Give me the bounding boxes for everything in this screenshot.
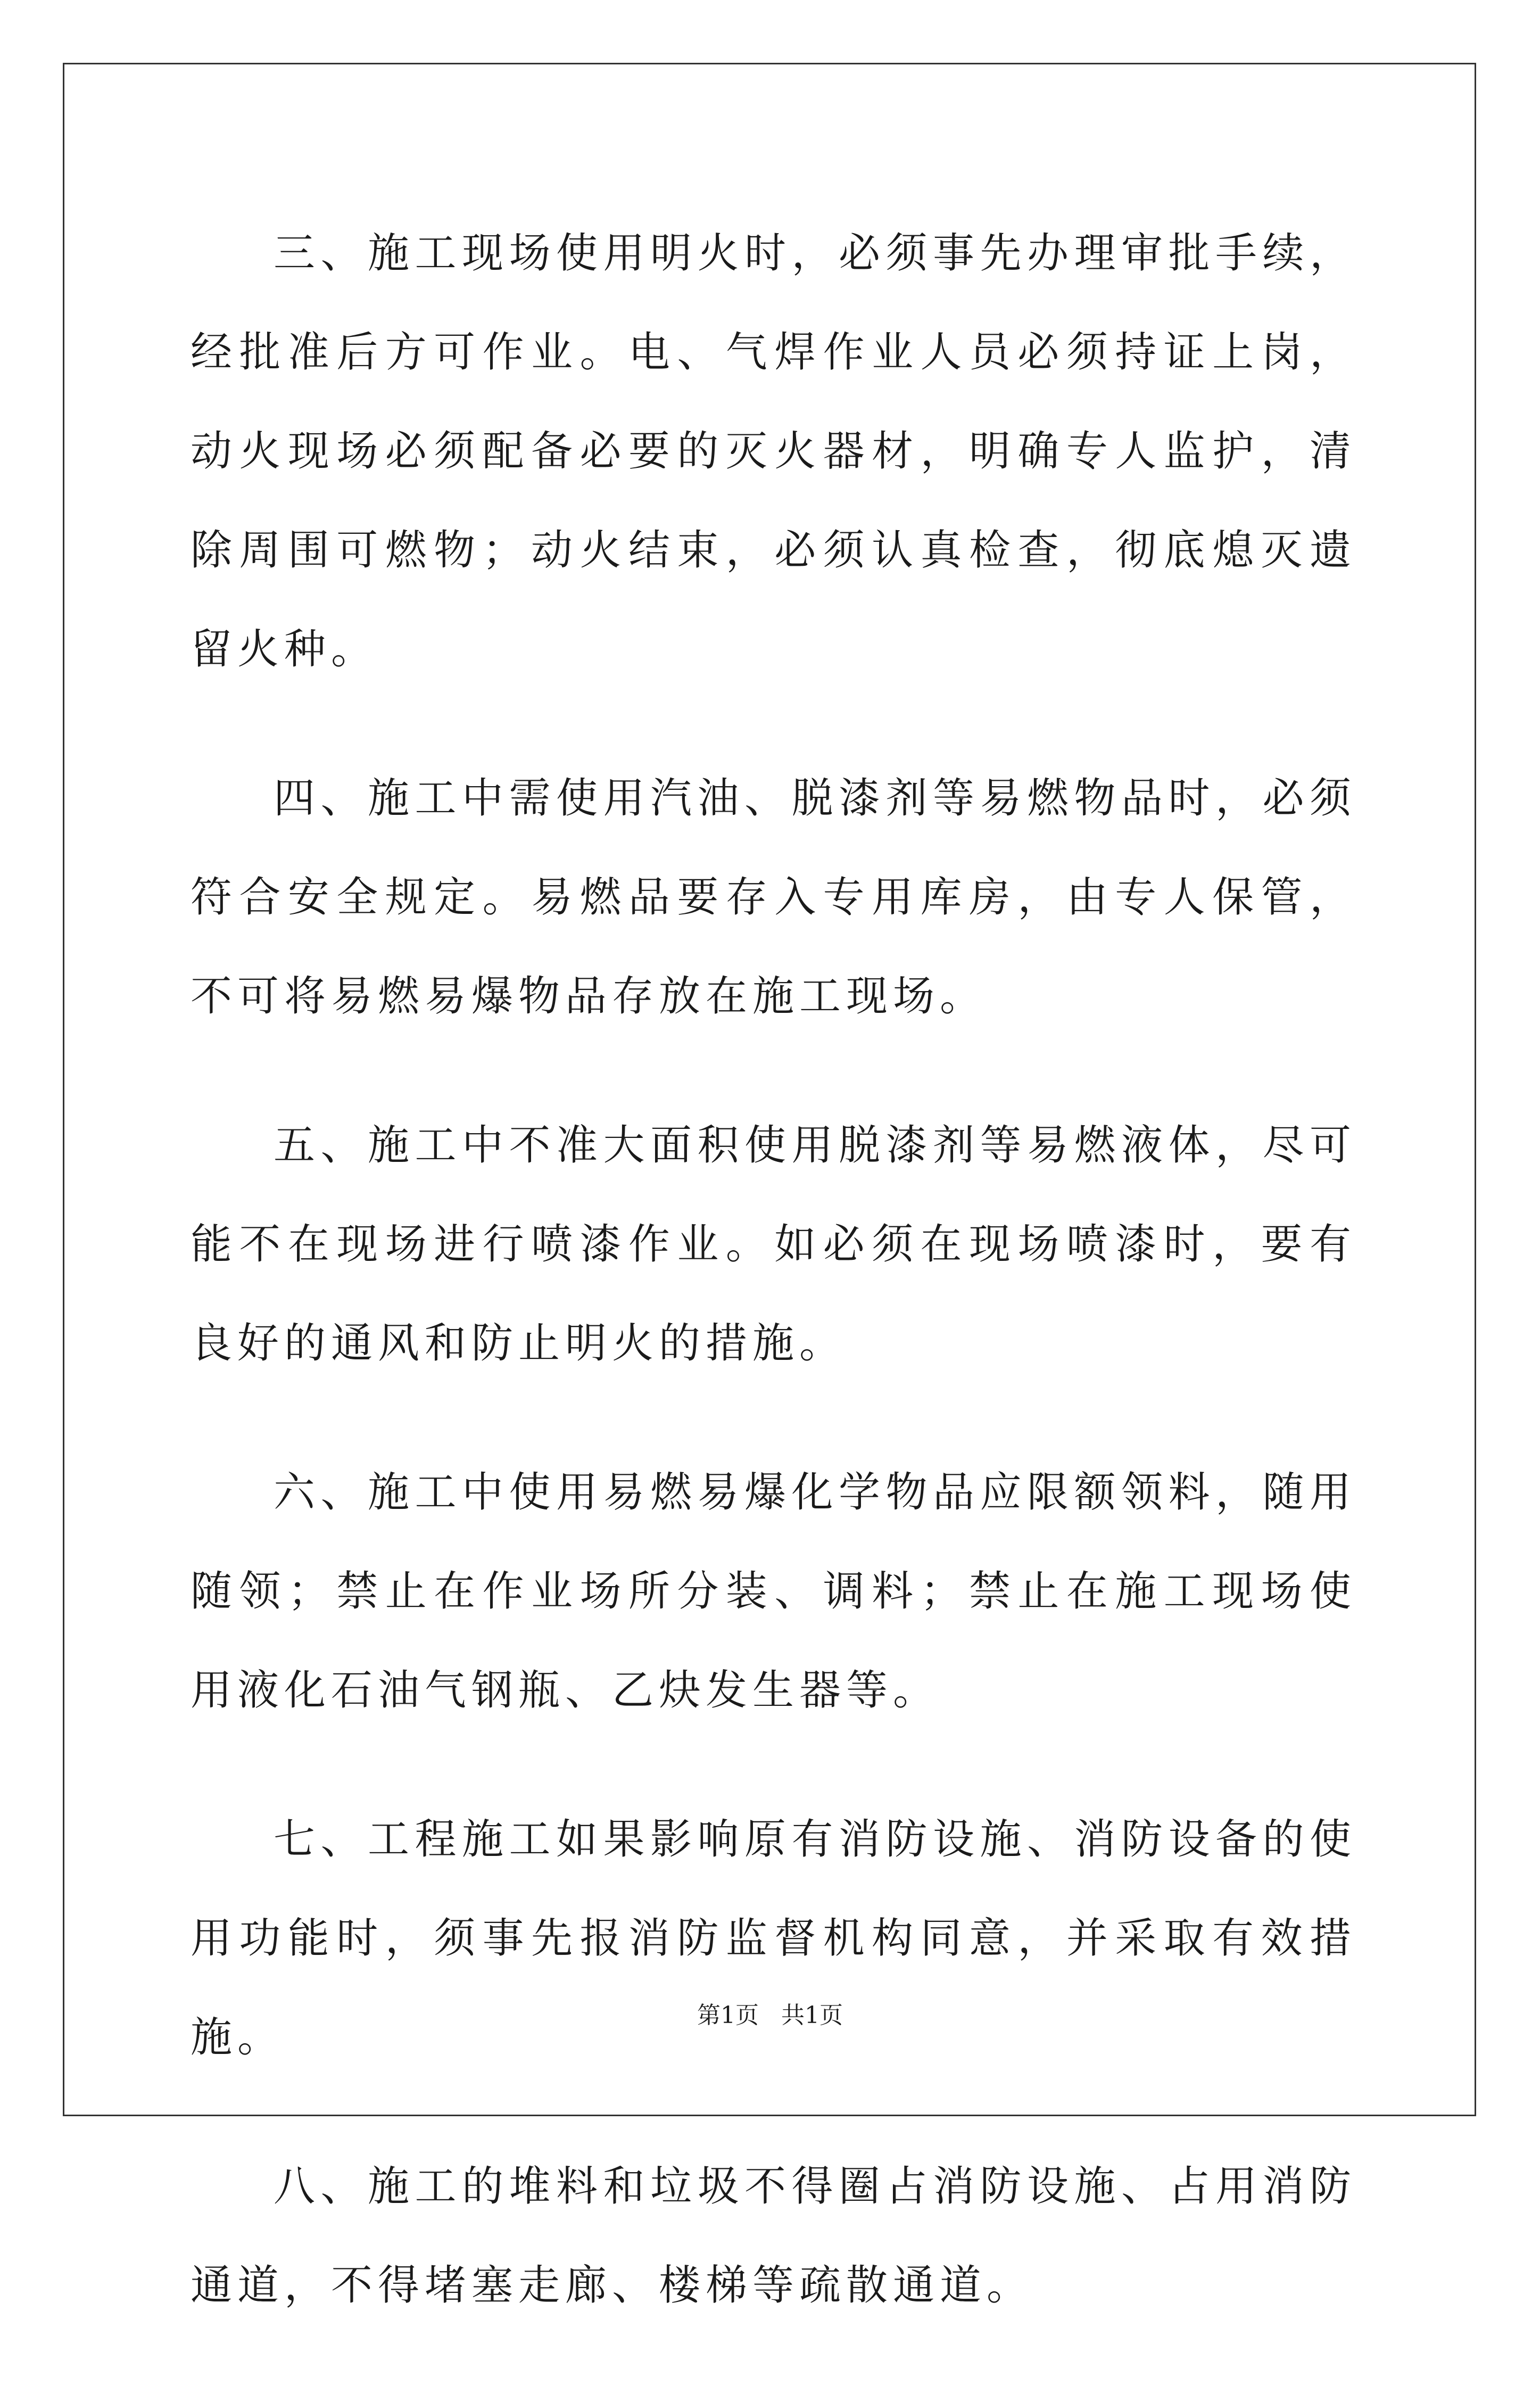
paragraph-7: 七、工程施工如果影响原有消防设施、消防设备的使用功能时，须事先报消防监督机构同意，并采取有效措施。: [191, 1815, 1356, 2061]
paragraph-4: 四、施工中需使用汽油、脱漆剂等易燃物品时，必须符合安全规定。易燃品要存入专用库房，由专人保管，不可将易燃易爆物品存放在施工现场。: [191, 774, 1356, 1020]
paragraph-6: 六、施工中使用易燃易爆化学物品应限额领料，随用随领；禁止在作业场所分装、调料；禁止在施工现场使用液化石油气钢瓶、乙炔发生器等。: [191, 1468, 1356, 1714]
paragraph-5: 五、施工中不准大面积使用脱漆剂等易燃液体，尽可能不在现场进行喷漆作业。如必须在现场喷漆时，要有良好的通风和防止明火的措施。: [191, 1121, 1356, 1367]
document-body: [191, 204, 1356, 2385]
page-footer: 第1页 共1页: [697, 2002, 843, 2029]
paragraph-3: 三、施工现场使用明火时，必须事先办理审批手续，经批准后方可作业。电、气焊作业人员必须持证上岗，动火现场必须配备必要的灭火器材，明确专人监护，清除周围可燃物；动火结束，必须认真检查，彻底熄灭遗留火种。: [191, 229, 1356, 673]
paragraph-8: 八、施工的堆料和垃圾不得圈占消防设施、占用消防通道，不得堵塞走廊、楼梯等疏散通道。: [191, 2163, 1356, 2309]
